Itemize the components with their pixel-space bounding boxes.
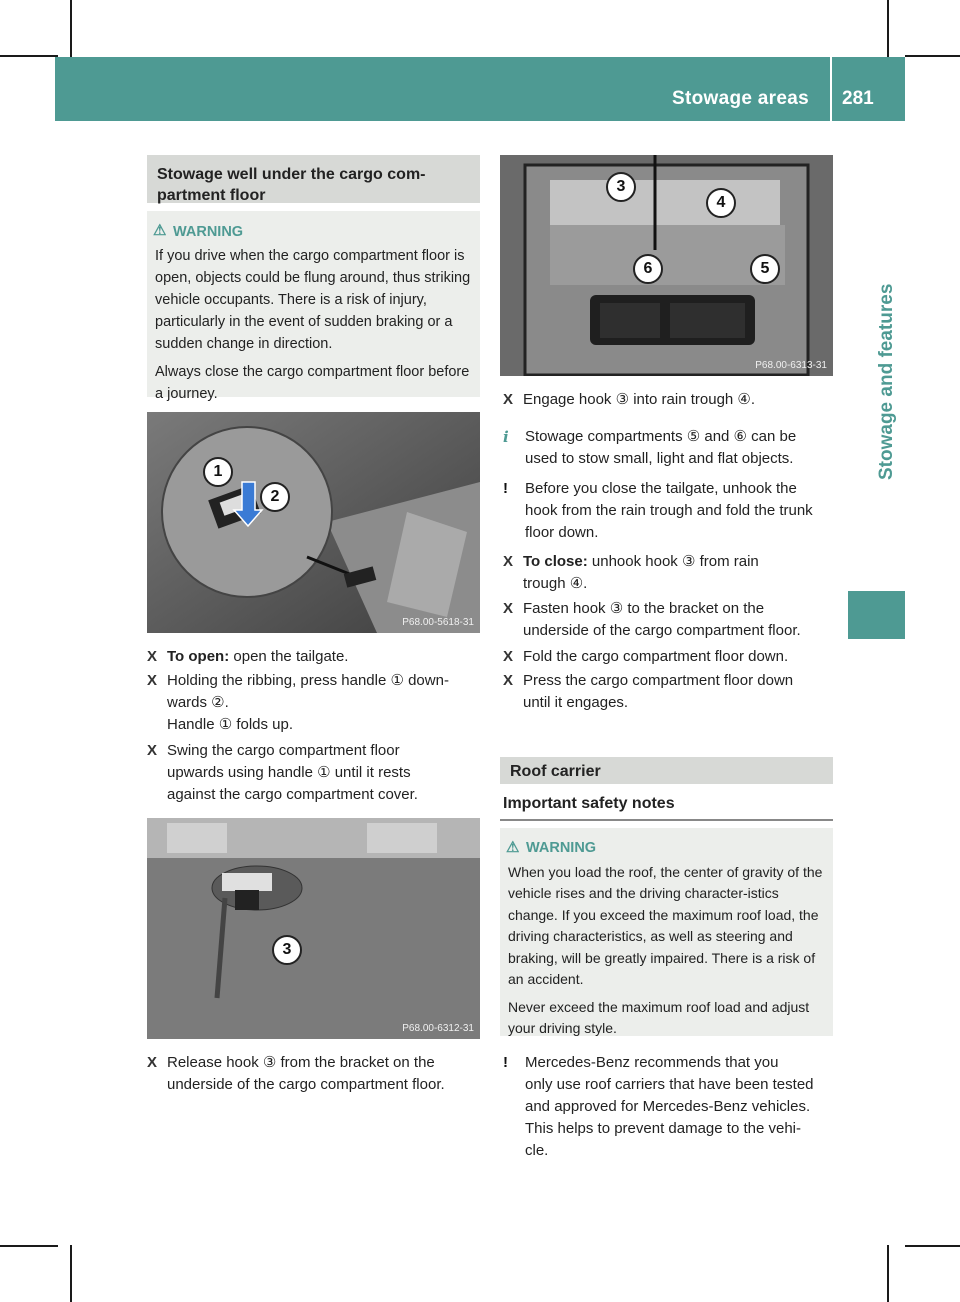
note-text: cle. [525,1142,549,1159]
step-text: underside of the cargo compartment floor. [523,622,801,639]
caution-note [503,478,860,544]
cargo-hook-photo [147,818,480,1039]
step-text: until it engages. [523,694,629,711]
step-text: unhook hook ③ from rain [587,553,759,570]
info-note [503,426,860,470]
step-item [147,646,502,668]
step-text: underside of the cargo compartment floor. [167,1076,445,1093]
caution-note [503,1052,860,1162]
section-heading-line: Stowage well under the cargo com- [157,166,426,183]
x-arrow-icon: X [503,648,514,665]
cargo-hook-illustration [147,818,480,1039]
header-divider [830,57,832,121]
note-text: floor down. [525,524,599,541]
callout-3: 3 [606,172,636,202]
step-text: open the tailgate. [229,648,349,665]
section-heading [500,757,833,784]
callout-2: 2 [260,482,290,512]
section-heading-line: partment floor [157,187,266,204]
step-label: To open: [167,648,230,665]
warning-text: Always close the cargo compartment floor before a journey. [155,364,470,402]
note-text: only use roof carriers that have been tested [525,1076,814,1093]
warning-text: Never exceed the maximum roof load and adjust your driving style. [508,998,810,1036]
crop-mark [0,1245,58,1247]
callout-6: 6 [633,254,663,284]
note-text: This helps to prevent damage to the vehi- [525,1120,801,1137]
warning-box [147,211,480,402]
step-text: against the cargo compartment cover. [167,786,418,803]
step-text: Fasten hook ③ to the bracket on the [523,600,765,617]
figure-code: P68.00-5618-31 [402,617,474,628]
note-text: Mercedes-Benz recommends that you [525,1054,779,1071]
x-arrow-icon: X [503,600,514,617]
crop-mark [887,1245,889,1302]
crop-mark [0,55,58,57]
note-text: and approved for Mercedes-Benz vehicles. [525,1098,811,1115]
figure-code: P68.00-6313-31 [755,360,827,371]
x-arrow-icon: X [503,672,514,689]
step-item [503,551,858,595]
divider [500,819,833,821]
side-tab-label: Stowage and features [876,283,897,480]
step-text: wards ②. [167,694,229,711]
x-arrow-icon: X [147,648,158,665]
step-label: To close: [523,553,588,570]
page-number: 281 [842,88,874,109]
cargo-compartment-illustration [500,155,833,376]
cargo-handle-photo [147,412,480,633]
x-arrow-icon: X [147,672,158,689]
x-arrow-icon: X [503,553,514,570]
crop-mark [70,0,72,58]
step-item [503,389,858,411]
exclamation-icon: ! [503,1054,508,1071]
step-item [503,670,858,714]
step-item [503,646,858,668]
step-item [147,1052,502,1096]
warning-box [500,828,833,1036]
crop-mark [905,55,960,57]
step-item [147,670,502,736]
step-text: upwards using handle ① until it rests [167,764,411,781]
crop-mark [70,1245,72,1302]
note-text: Stowage compartments ⑤ and ⑥ can be [525,428,797,445]
step-text: Handle ① folds up. [167,716,294,733]
step-text: trough ④. [523,575,588,592]
warning-text: When you load the roof, the center of gravity of the vehicle rises and the driving character-istics change. If you exceed the maximum roof load, the driving characteristics, as well as steering and braking, will be greatly impaired. There is a risk of an accident. [508,863,823,987]
note-text: hook from the rain trough and fold the trunk [525,502,813,519]
step-text: Release hook ③ from the bracket on the [167,1054,435,1071]
section-heading [147,155,480,203]
step-item [503,598,858,642]
note-text: used to stow small, light and flat objects. [525,450,794,467]
cargo-handle-illustration [147,412,480,633]
crop-mark [905,1245,960,1247]
figure-code: P68.00-6312-31 [402,1023,474,1034]
cargo-compartment-photo [500,155,833,376]
info-icon: i [503,428,509,446]
section-heading-text: Roof carrier [510,763,601,780]
x-arrow-icon: X [147,1054,158,1071]
warning-title: ⚠ WARNING [526,838,825,860]
x-arrow-icon: X [503,391,514,408]
step-text: Press the cargo compartment floor down [523,672,794,689]
callout-3: 3 [272,935,302,965]
step-text: Fold the cargo compartment floor down. [523,648,789,665]
step-text: Holding the ribbing, press handle ① down- [167,672,449,689]
step-text: Engage hook ③ into rain trough ④. [523,391,756,408]
header-title: Stowage areas [672,88,809,109]
subheading: Important safety notes [503,795,675,812]
crop-mark [887,0,889,58]
callout-5: 5 [750,254,780,284]
warning-text: If you drive when the cargo compartment floor is open, objects could be flung around, thus striking vehicle occupants. There is a risk of injury, particularly in the event of sudden braking or a sudden change in direction. [155,248,471,352]
callout-1: 1 [203,457,233,487]
step-item [147,740,502,806]
warning-title: ⚠ WARNING [173,221,472,243]
x-arrow-icon: X [147,742,158,759]
step-text: Swing the cargo compartment floor [167,742,400,759]
note-text: Before you close the tailgate, unhook the [525,480,797,497]
exclamation-icon: ! [503,480,508,497]
callout-4: 4 [706,188,736,218]
